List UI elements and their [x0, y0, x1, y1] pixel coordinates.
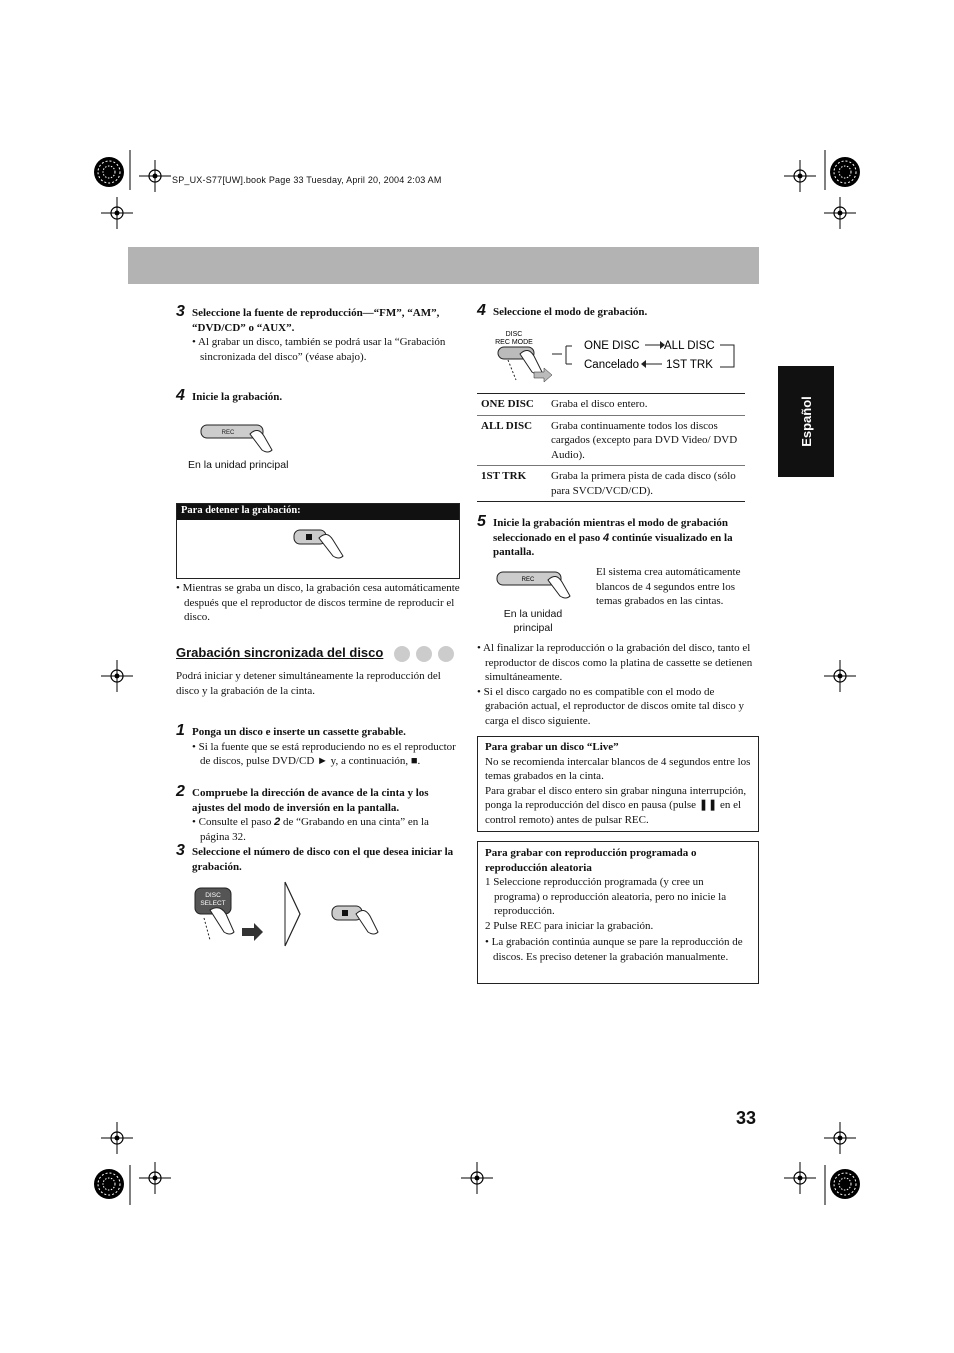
- sync-step-2: [176, 784, 460, 844]
- right-bullet: • Al finalizar la reproducción o la grabación del disco, tanto el reproductor de discos como la platina de cassette se detienen simultáneamente.: [477, 641, 759, 685]
- program-recording-box: [477, 841, 759, 984]
- section-intro: Podrá iniciar y detener simultáneamente la reproducción del disco y la grabación de la cinta.: [176, 670, 441, 697]
- rec-button-label-2: REC: [521, 577, 535, 583]
- step-title-post: continúe visualizado en la pantalla.: [493, 531, 733, 558]
- mode-desc: Graba continuamente todos los discos cargados (excepto para DVD Video/ DVD Audio).: [547, 415, 745, 466]
- page-number: 33: [736, 1108, 757, 1128]
- prog-box-item: 2 Pulse REC para iniciar la grabación.: [485, 919, 654, 932]
- rec-caption: En la unidad principal: [188, 459, 289, 471]
- step-title: [493, 514, 759, 560]
- bullet-step-ref: 2: [274, 816, 281, 828]
- section-title: Grabación sincronizada del disco: [176, 645, 384, 660]
- live-box-title: Para grabar un disco “Live”: [485, 741, 619, 753]
- left-step-3: [176, 304, 460, 364]
- left-step-4: [176, 388, 460, 405]
- table-row: [477, 394, 745, 416]
- cycle-1st-trk: 1ST TRK: [666, 359, 713, 371]
- language-tab: [778, 366, 834, 477]
- section-heading: [176, 644, 460, 664]
- prog-box-item: 1 Seleccione reproducción programada (y cree un programa) o reproducción aleatoria, pero no inicie la reproducción.: [485, 876, 727, 917]
- live-recording-box: [477, 736, 759, 832]
- cycle-all-disc: ALL DISC: [664, 340, 715, 352]
- bullet-post: de “Grabando en una cinta” en la página 32.: [200, 816, 429, 843]
- stop-button-illustration: [291, 526, 351, 566]
- mode-key: 1ST TRK: [477, 466, 547, 502]
- step-number: 1: [176, 722, 185, 739]
- rec-modes-table: [477, 393, 745, 502]
- step-title: Seleccione el modo de grabación.: [493, 306, 648, 318]
- section-dots: [392, 644, 462, 664]
- table-row: [477, 415, 745, 466]
- mode-desc: Graba la primera pista de cada disco (sólo para SVCD/VCD/CD).: [547, 466, 745, 502]
- header-band: [128, 247, 759, 284]
- stop-note-text: • Mientras se graba un disco, la grabación cesa automáticamente después que el reproductor de discos termine de reproducir el disco.: [176, 581, 460, 625]
- step-number: 2: [176, 783, 185, 800]
- step-bullet: • Al grabar un disco, también se podrá usar la “Grabación sincronizada del disco” (véase abajo).: [192, 335, 460, 364]
- step-title: Inicie la grabación.: [192, 391, 283, 403]
- cycle-cancel: Cancelado: [584, 359, 639, 371]
- rec-mode-illustration: [488, 326, 748, 388]
- step-title: Seleccione la fuente de reproducción—“FM”, “AM”, “DVD/CD” o “AUX”.: [192, 307, 440, 334]
- rec-mode-label-1: DISC: [505, 331, 523, 338]
- rec-button-illustration-2: [494, 566, 574, 606]
- right-bullets: [477, 641, 759, 728]
- step-number: 5: [477, 513, 486, 530]
- live-box-p1: No se recomienda intercalar blancos de 4 segundos entre los temas grabados en la cinta.: [485, 755, 751, 782]
- step5-note: El sistema crea automáticamente blancos de 4 segundos entre los temas grabados en las cintas.: [596, 566, 741, 607]
- table-row: [477, 466, 745, 502]
- step-bullet: [192, 815, 460, 844]
- sync-step-3: [176, 843, 460, 874]
- bullet-pre: Consulte el paso: [198, 816, 275, 828]
- step-title: Compruebe la dirección de avance de la cinta y los ajustes del modo de inversión en la pantalla.: [192, 787, 429, 814]
- stop-recording-box: [176, 503, 460, 579]
- step-number: 3: [176, 842, 185, 859]
- right-bullet: • Si el disco cargado no es compatible con el modo de grabación actual, el reproductor de discos omite tal disco y carga el disco siguiente.: [477, 685, 759, 729]
- rec-mode-label-2: REC MODE: [495, 339, 533, 346]
- disc-select-label-2: SELECT: [200, 900, 226, 907]
- disc-select-illustration: [190, 880, 390, 952]
- cycle-one-disc: ONE DISC: [584, 340, 640, 352]
- step-title: Seleccione el número de disco con el que desea iniciar la grabación.: [192, 846, 454, 873]
- step-title: Ponga un disco e inserte un cassette grabable.: [192, 726, 406, 738]
- mode-desc: Graba el disco entero.: [547, 394, 745, 416]
- mode-key: ONE DISC: [477, 394, 547, 416]
- disc-select-label-1: DISC: [205, 892, 221, 899]
- mode-key: ALL DISC: [477, 415, 547, 466]
- language-tab-label: Español: [798, 396, 814, 447]
- step-number: 4: [176, 387, 185, 404]
- print-info-line: SP_UX-S77[UW].book Page 33 Tuesday, April 20, 2004 2:03 AM: [172, 175, 442, 185]
- live-box-p2: Para grabar el disco entero sin grabar ninguna interrupción, ponga la reproducción del disco en pausa (pulse ❚❚ en el control remoto) antes de pulsar REC.: [485, 784, 747, 826]
- step5-caption: En la unidad principal: [503, 608, 563, 634]
- prog-box-bullet: • La grabación continúa aunque se pare la reproducción de discos. Es preciso detener la grabación manualmente.: [485, 935, 751, 964]
- step-bullet: • Si la fuente que se está reproduciendo no es el reproductor de discos, pulse DVD/CD ► y, a continuación, ■.: [192, 740, 460, 769]
- stop-box-title: Para detener la grabación:: [177, 504, 459, 520]
- right-step-4: [477, 303, 759, 320]
- stop-note: [176, 581, 460, 625]
- step-number: 4: [477, 302, 486, 319]
- prog-box-title: Para grabar con reproducción programada o reproducción aleatoria: [485, 847, 697, 874]
- step-title-pre: Inicie la grabación mientras el modo de grabación seleccionado en el paso: [493, 517, 728, 544]
- right-step-5: [477, 514, 759, 560]
- step-number: 3: [176, 303, 185, 320]
- rec-button-label: REC: [221, 430, 235, 436]
- step-title-ref: 4: [603, 531, 610, 544]
- sync-step-1: [176, 723, 460, 769]
- rec-button-illustration: [198, 420, 278, 460]
